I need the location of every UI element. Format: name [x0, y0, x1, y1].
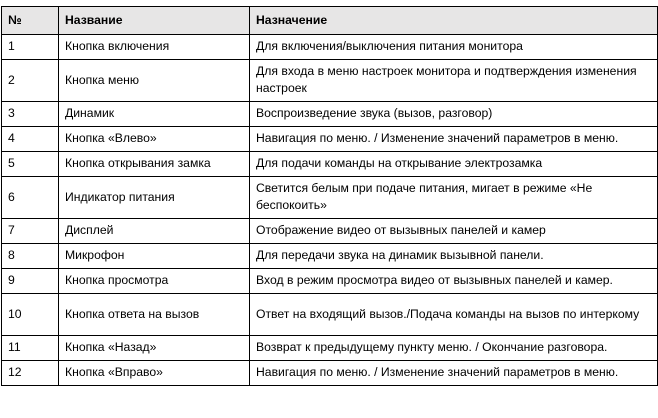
table-row	[2, 127, 658, 152]
table-header-row	[2, 7, 658, 35]
row-number: 1	[2, 35, 59, 60]
row-name: Кнопка меню	[59, 60, 250, 102]
row-number: 5	[2, 152, 59, 177]
row-purpose: Навигация по меню. / Изменение значений параметров в меню.	[250, 127, 658, 152]
row-name: Кнопка «Влево»	[59, 127, 250, 152]
row-name: Кнопка просмотра	[59, 269, 250, 294]
row-purpose: Вход в режим просмотра видео от вызывных панелей и камер.	[250, 269, 658, 294]
row-number: 8	[2, 244, 59, 269]
row-number: 6	[2, 177, 59, 219]
header-name: Название	[59, 7, 250, 35]
table-row	[2, 35, 658, 60]
table-row	[2, 60, 658, 102]
row-name: Микрофон	[59, 244, 250, 269]
table-row	[2, 361, 658, 386]
row-number: 7	[2, 219, 59, 244]
row-name: Кнопка включения	[59, 35, 250, 60]
table-row	[2, 177, 658, 219]
table-row	[2, 152, 658, 177]
row-number: 11	[2, 336, 59, 361]
row-purpose: Навигация по меню. / Изменение значений параметров в меню.	[250, 361, 658, 386]
row-name: Кнопка ответа на вызов	[59, 294, 250, 336]
controls-table	[1, 6, 658, 386]
row-purpose: Светится белым при подаче питания, мигает в режиме «Не беспокоить»	[250, 177, 658, 219]
row-number: 10	[2, 294, 59, 336]
header-number: №	[2, 7, 59, 35]
table-row	[2, 294, 658, 336]
row-name: Кнопка «Вправо»	[59, 361, 250, 386]
row-purpose: Возврат к предыдущему пункту меню. / Окончание разговора.	[250, 336, 658, 361]
row-purpose: Воспроизведение звука (вызов, разговор)	[250, 102, 658, 127]
row-purpose: Для подачи команды на открывание электрозамка	[250, 152, 658, 177]
row-number: 4	[2, 127, 59, 152]
row-purpose: Для передачи звука на динамик вызывной панели.	[250, 244, 658, 269]
table-row	[2, 336, 658, 361]
row-name: Кнопка открывания замка	[59, 152, 250, 177]
row-name: Дисплей	[59, 219, 250, 244]
row-number: 3	[2, 102, 59, 127]
row-number: 9	[2, 269, 59, 294]
row-name: Индикатор питания	[59, 177, 250, 219]
row-purpose: Ответ на входящий вызов./Подача команды на вызов по интеркому	[250, 294, 658, 336]
row-number: 12	[2, 361, 59, 386]
header-purpose: Назначение	[250, 7, 658, 35]
row-purpose: Отображение видео от вызывных панелей и камер	[250, 219, 658, 244]
row-number: 2	[2, 60, 59, 102]
table-row	[2, 219, 658, 244]
row-purpose: Для входа в меню настроек монитора и подтверждения изменения настроек	[250, 60, 658, 102]
row-name: Кнопка «Назад»	[59, 336, 250, 361]
table-row	[2, 102, 658, 127]
table-row	[2, 244, 658, 269]
row-name: Динамик	[59, 102, 250, 127]
row-purpose: Для включения/выключения питания монитора	[250, 35, 658, 60]
table-row	[2, 269, 658, 294]
